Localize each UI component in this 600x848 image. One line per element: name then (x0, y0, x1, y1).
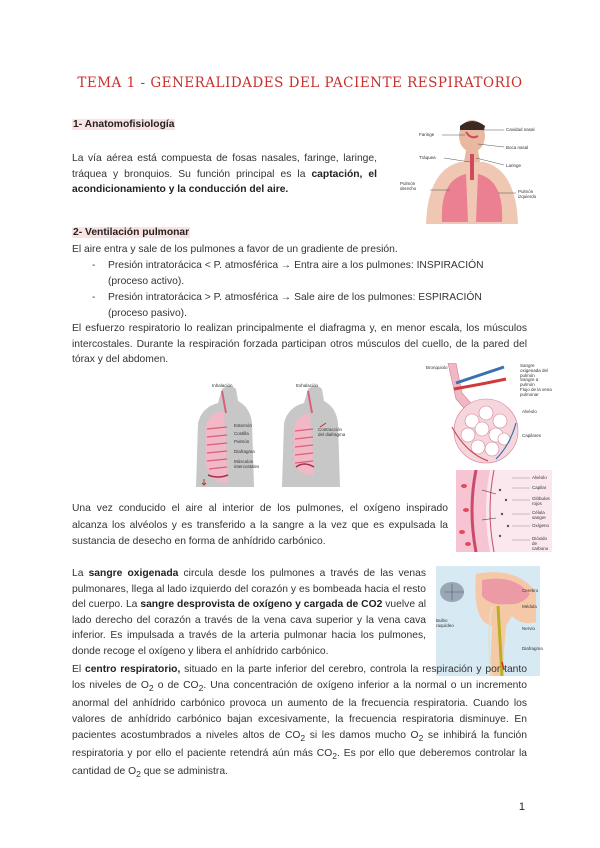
exchange-label: Oxígeno (532, 523, 550, 528)
brain-label: Nervio (522, 626, 536, 631)
breathing-label: Costilla (234, 431, 249, 436)
anatomy-label: Pulmón derecho (400, 181, 417, 191)
section2-intro: El aire entra y sale de los pulmones a favor de un gradiente de presión. (72, 244, 398, 255)
exchange-label: Glóbulos rojos (532, 496, 550, 506)
section-heading-label: 2- Ventilación pulmonar (73, 227, 190, 238)
breathing-label: Diafragma (234, 449, 255, 454)
anatomy-label: Boca nasal (506, 145, 529, 150)
section1-paragraph: La vía aérea está compuesta de fosas nasales, faringe, laringe, tráquea y bronquios. Su función principal es la captación, el acondicionamiento y la conducción del aire. (72, 153, 377, 195)
respiratory-anatomy-figure (400, 118, 548, 224)
section-heading-label: 1- Anatomofisiología (73, 119, 175, 130)
respiratory-center-paragraph: El centro respiratorio, situado en la parte inferior del cerebro, controla la respiración y por tanto los niveles de $O_2$ o de $CO_2$. Una concentración de oxígeno inferior a la normal o un incremento anormal del anhídrido carbónico provoca un aumento de la frecuencia respiratoria. Cuando los valores de anhídrido carbónico bajan excesivamente, la frecuencia respiratoria disminuye. En pacientes acostumbrados a niveles altos de $CO_2$ si les damos mucho $O_2$ se inhibirá la función respiratoria y por ello el paciente retendrá aún más $CO_2$. Es por ello que deberemos controlar la cantidad de $O_2$ que se administra. (72, 664, 527, 780)
alveoli-label: Bronquiolo (426, 365, 448, 370)
bullet-marker: - (92, 260, 96, 271)
alveoli-figure (426, 363, 552, 465)
anatomy-label: Laringe (506, 163, 522, 168)
page-number: 1 (518, 801, 525, 813)
section-heading-ventilacion (72, 225, 190, 241)
anatomy-label: Cavidad nasal (506, 127, 535, 132)
breathing-label: Pulmón (234, 439, 250, 444)
exchange-label: Célula sangre (532, 510, 546, 520)
breathing-label: Exhalación (296, 383, 319, 388)
bullet-marker: - (92, 292, 96, 303)
list-item: Presión intratorácica < P. atmosférica → Entra aire a los pulmones: INSPIRACIÓN (proceso activo). (108, 260, 484, 287)
alveoli-label: Alvéolo (522, 409, 537, 414)
exchange-label: Capilar (532, 485, 547, 490)
pressure-bullet-list (0, 258, 600, 320)
list-item: Presión intratorácica > P. atmosférica → Sale aire de los pulmones: ESPIRACIÓN (proceso pasivo). (108, 292, 482, 319)
breathing-label: Inhalación (212, 383, 233, 388)
brain-label: Médula (522, 604, 537, 609)
breathing-label: Contracción del diafragma (318, 427, 346, 437)
breathing-label: Esternón (234, 423, 253, 428)
alveoli-label: Flujo de la vena pulmonar (520, 387, 552, 397)
breathing-mechanics-figure (178, 383, 348, 487)
gas-exchange-figure (456, 470, 552, 552)
breathing-label: Músculos intercostales (234, 459, 260, 469)
respiratory-effort-paragraph: El esfuerzo respiratorio lo realizan principalmente el diafragma y, en menor escala, los músculos intercostales. Durante la respiración forzada participan otros músculos del cuello, de la pared del tórax y del abdomen. (72, 323, 527, 365)
anatomy-label: Tráquea (419, 155, 436, 160)
brain-label: Bulbo raquídeo (436, 618, 454, 628)
respiratory-center-figure (436, 566, 543, 676)
alveoli-label: Sangre a pulmón (520, 377, 539, 387)
exchange-label: Dióxido de carbono (532, 536, 549, 551)
brain-label: Diafragma (522, 646, 543, 651)
alveoli-label: Sangre oxigenada del pulmón (520, 363, 549, 378)
brain-label: Cerebro (522, 588, 539, 593)
oxygen-transfer-paragraph: Una vez conducido el aire al interior de los pulmones, el oxígeno inspirado alcanza los alvéolos y es transferido a la sangre a la vez que es expulsada la sustancia de desecho en forma de anhídrido carbónico. (72, 503, 448, 547)
anatomy-label: Faringe (419, 132, 435, 137)
section-heading-anatomofisiologia (72, 117, 175, 133)
alveoli-label: Capilares (522, 433, 542, 438)
page-title: TEMA 1 - GENERALIDADES DEL PACIENTE RESPIRATORIO (77, 75, 523, 91)
anatomy-label: Pulmón izquierdo (518, 189, 537, 199)
blood-circulation-paragraph: La sangre oxigenada circula desde los pulmones a través de las venas pulmonares, llega al lado izquierdo del corazón y es bombeada hacia el resto del cuerpo. La sangre desprovista de oxígeno y cargada de CO2 vuelve al lado derecho del corazón a través de la vena cava superior y la vena cava inferior. Es impulsada a través de la arteria pulmonar hacia los pulmones, donde recoge el oxígeno y libera el anhídrido carbónico. (72, 568, 426, 657)
exchange-label: Alvéolo (532, 475, 547, 480)
